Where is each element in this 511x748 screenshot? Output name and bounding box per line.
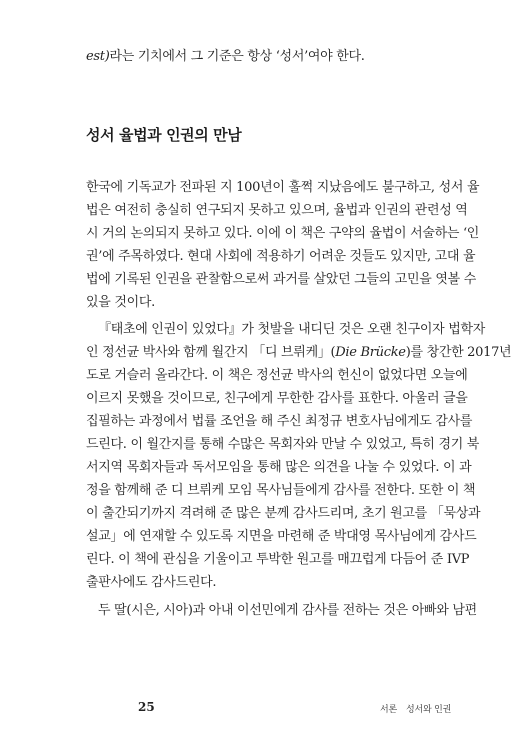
magazine-title-german: Die Brücke: [335, 345, 406, 360]
running-head: [380, 702, 451, 715]
body-text-line: 린다. 이 책에 관심을 기울이고 투박한 원고를 매끄럽게 다듬어 준 IVP: [86, 552, 470, 567]
page-number: 25: [138, 700, 155, 714]
body-text-fragment: 라는 기치에서 그 기준은 항상 ‘성서’여야 한다.: [109, 49, 365, 64]
latin-phrase-fragment: est): [86, 49, 110, 64]
body-text-line: 정을 함께해 준 디 브뤼케 모임 목사님들에게 감사를 전한다. 또한 이 책: [86, 483, 476, 498]
body-text-line: 드린다. 이 월간지를 통해 수많은 목회자와 만날 수 있었고, 특히 경기 북: [86, 437, 480, 452]
running-head-chapter: 성서와 인권: [406, 705, 452, 715]
body-text-line: [86, 49, 416, 65]
body-text-line: 권’에 주목하였다. 현대 사회에 적용하기 어려운 것들도 있지만, 고대 율: [86, 249, 476, 264]
body-text-line: 『태초에 인권이 있었다』가 첫발을 내디딘 것은 오랜 친구이자 법학자: [98, 322, 486, 337]
section-heading: 성서 율법과 인권의 만남: [86, 126, 242, 144]
body-text-line: 법에 기록된 인권을 관찰함으로써 과거를 살았던 그들의 고민을 엿볼 수: [86, 272, 476, 287]
running-head-section: 서론: [380, 705, 397, 715]
body-text-line: 서지역 목회자들과 독서모임을 통해 많은 의견을 나눌 수 있었다. 이 과: [86, 460, 472, 475]
body-text-line: 법은 여전히 충실히 연구되지 못하고 있으며, 율법과 인권의 관련성 역: [86, 203, 468, 218]
body-text-fragment: )를 창간한 2017년: [405, 345, 511, 360]
body-text-line: 출판사에도 감사드린다.: [86, 575, 217, 590]
body-text-line: 이르지 못했을 것이므로, 친구에게 무한한 감사를 표한다. 아울러 글을: [86, 391, 468, 406]
body-text-line: 있을 것이다.: [86, 295, 155, 310]
body-text-line: [86, 345, 511, 361]
body-text-line: 집필하는 과정에서 법률 조언을 해 주신 최정규 변호사님에게도 감사를: [86, 414, 473, 429]
body-text-line: 두 딸(시은, 시아)과 아내 이선민에게 감사를 전하는 것은 아빠와 남편: [98, 603, 477, 618]
body-text-line: 도로 거슬러 올라간다. 이 책은 정선균 박사의 헌신이 없었다면 오늘에: [86, 368, 468, 383]
body-text-line: 시 거의 논의되지 못하고 있다. 이에 이 책은 구약의 율법이 서술하는 ‘인: [86, 226, 480, 241]
body-text-line: 설교」에 연재할 수 있도록 지면을 마련해 준 박대영 목사님에게 감사드: [86, 529, 477, 544]
body-text-fragment: 인 정선균 박사와 함께 월간지 「디 브뤼케」(: [86, 345, 336, 360]
body-text-line: 이 출간되기까지 격려해 준 많은 분께 감사드리며, 초기 원고를 「묵상과: [86, 506, 481, 521]
body-text-line: 한국에 기독교가 전파된 지 100년이 훌쩍 지났음에도 불구하고, 성서 율: [86, 180, 480, 195]
